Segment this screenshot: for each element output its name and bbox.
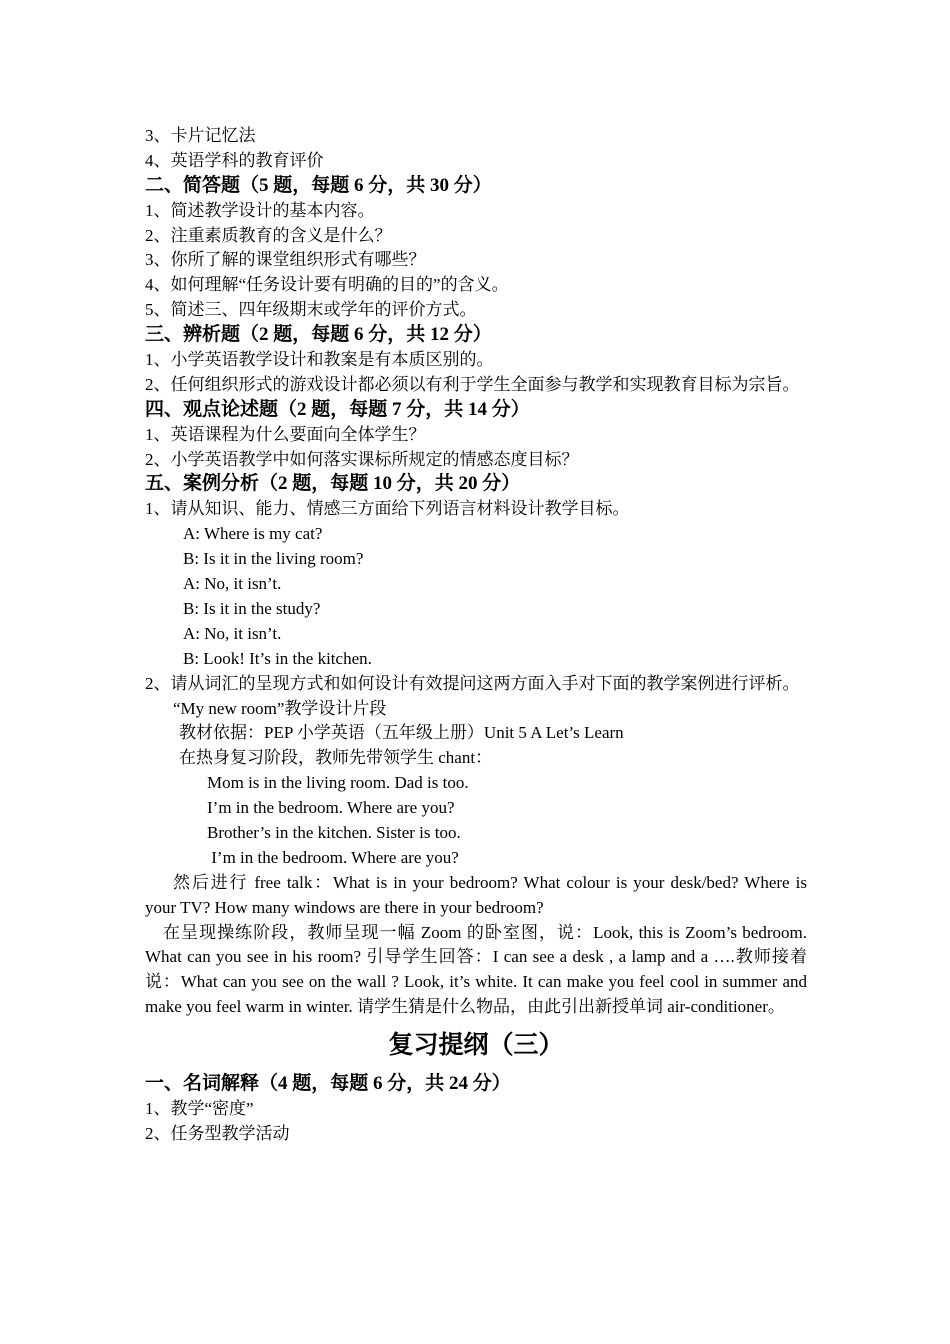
chant-line: Mom is in the living room. Dad is too. xyxy=(207,773,469,793)
chant-line: I’m in the bedroom. Where are you? xyxy=(207,798,455,818)
list-item: 2、任务型教学活动 xyxy=(145,1123,290,1143)
list-item: 2、注重素质教育的含义是什么？ xyxy=(145,225,392,245)
list-item: 1、小学英语教学设计和教案是有本质区别的。 xyxy=(145,350,494,370)
section-heading-terms: 一、名词解释（4 题，每题 6 分，共 24 分） xyxy=(145,1073,511,1095)
section-heading-case-study: 五、案例分析（2 题，每题 10 分，共 20 分） xyxy=(145,473,521,495)
case-title: “My new room”教学设计片段 xyxy=(173,698,387,718)
chant-line: I’m in the bedroom. Where are you? xyxy=(207,847,459,867)
dialogue-line: B: Look! It’s in the kitchen. xyxy=(183,648,372,668)
section-heading-discussion: 四、观点论述题（2 题，每题 7 分，共 14 分） xyxy=(145,398,530,420)
dialogue-line: B: Is it in the study? xyxy=(183,598,321,618)
list-item: 1、请从知识、能力、情感三方面给下列语言材料设计教学目标。 xyxy=(145,499,630,519)
chant-line: Brother’s in the kitchen. Sister is too. xyxy=(207,822,461,842)
dialogue-line: A: No, it isn’t. xyxy=(183,623,282,643)
case-free-talk: 然后进行 free talk：What is in your bedroom? What colour is your desk/bed? Where is your TV? How many windows are there in your bedroom? xyxy=(145,872,807,917)
list-item: 1、英语课程为什么要面向全体学生？ xyxy=(145,424,426,444)
list-item: 4、英语学科的教育评价 xyxy=(145,150,324,170)
case-presentation: 在呈现操练阶段，教师呈现一幅 Zoom 的卧室图，说：Look, this is Zoom’s bedroom. What can you see in his room? 引导学生回答：I can see a desk , a lamp and a ….教师接着说：What can you see on the wall ? Look, it’s white. It can make you feel cool in summer and make you feel warm in winter. 请学生猜是什么物品，由此引出新授单词 air-conditioner。 xyxy=(145,922,807,1017)
list-item: 1、教学“密度” xyxy=(145,1099,254,1119)
case-basis: 教材依据：PEP 小学英语（五年级上册）Unit 5 A Let’s Learn xyxy=(179,723,624,743)
dialogue-line: A: Where is my cat? xyxy=(183,524,323,544)
section-heading-analysis: 三、辨析题（2 题，每题 6 分，共 12 分） xyxy=(145,324,492,346)
list-item: 2、请从词汇的呈现方式和如何设计有效提问这两方面入手对下面的教学案例进行评析。 xyxy=(145,673,800,693)
list-item: 5、简述三、四年级期末或学年的评价方式。 xyxy=(145,300,477,320)
list-item: 1、简述教学设计的基本内容。 xyxy=(145,200,375,220)
list-item: 4、如何理解“任务设计要有明确的目的”的含义。 xyxy=(145,275,509,295)
list-item: 2、小学英语教学中如何落实课标所规定的情感态度目标？ xyxy=(145,449,579,469)
document-body xyxy=(145,124,807,1147)
list-item: 3、卡片记忆法 xyxy=(145,126,256,145)
case-warmup: 在热身复习阶段，教师先带领学生 chant： xyxy=(179,748,493,768)
outline-title: 复习提纲（三） xyxy=(388,1032,564,1060)
section-heading-short-answer: 二、简答题（5 题，每题 6 分，共 30 分） xyxy=(145,174,492,196)
dialogue-line: A: No, it isn’t. xyxy=(183,574,282,594)
list-item: 3、你所了解的课堂组织形式有哪些？ xyxy=(145,250,426,270)
list-item: 2、任何组织形式的游戏设计都必须以有利于学生全面参与教学和实现教育目标为宗旨。 xyxy=(145,374,800,394)
dialogue-line: B: Is it in the living room? xyxy=(183,549,364,569)
